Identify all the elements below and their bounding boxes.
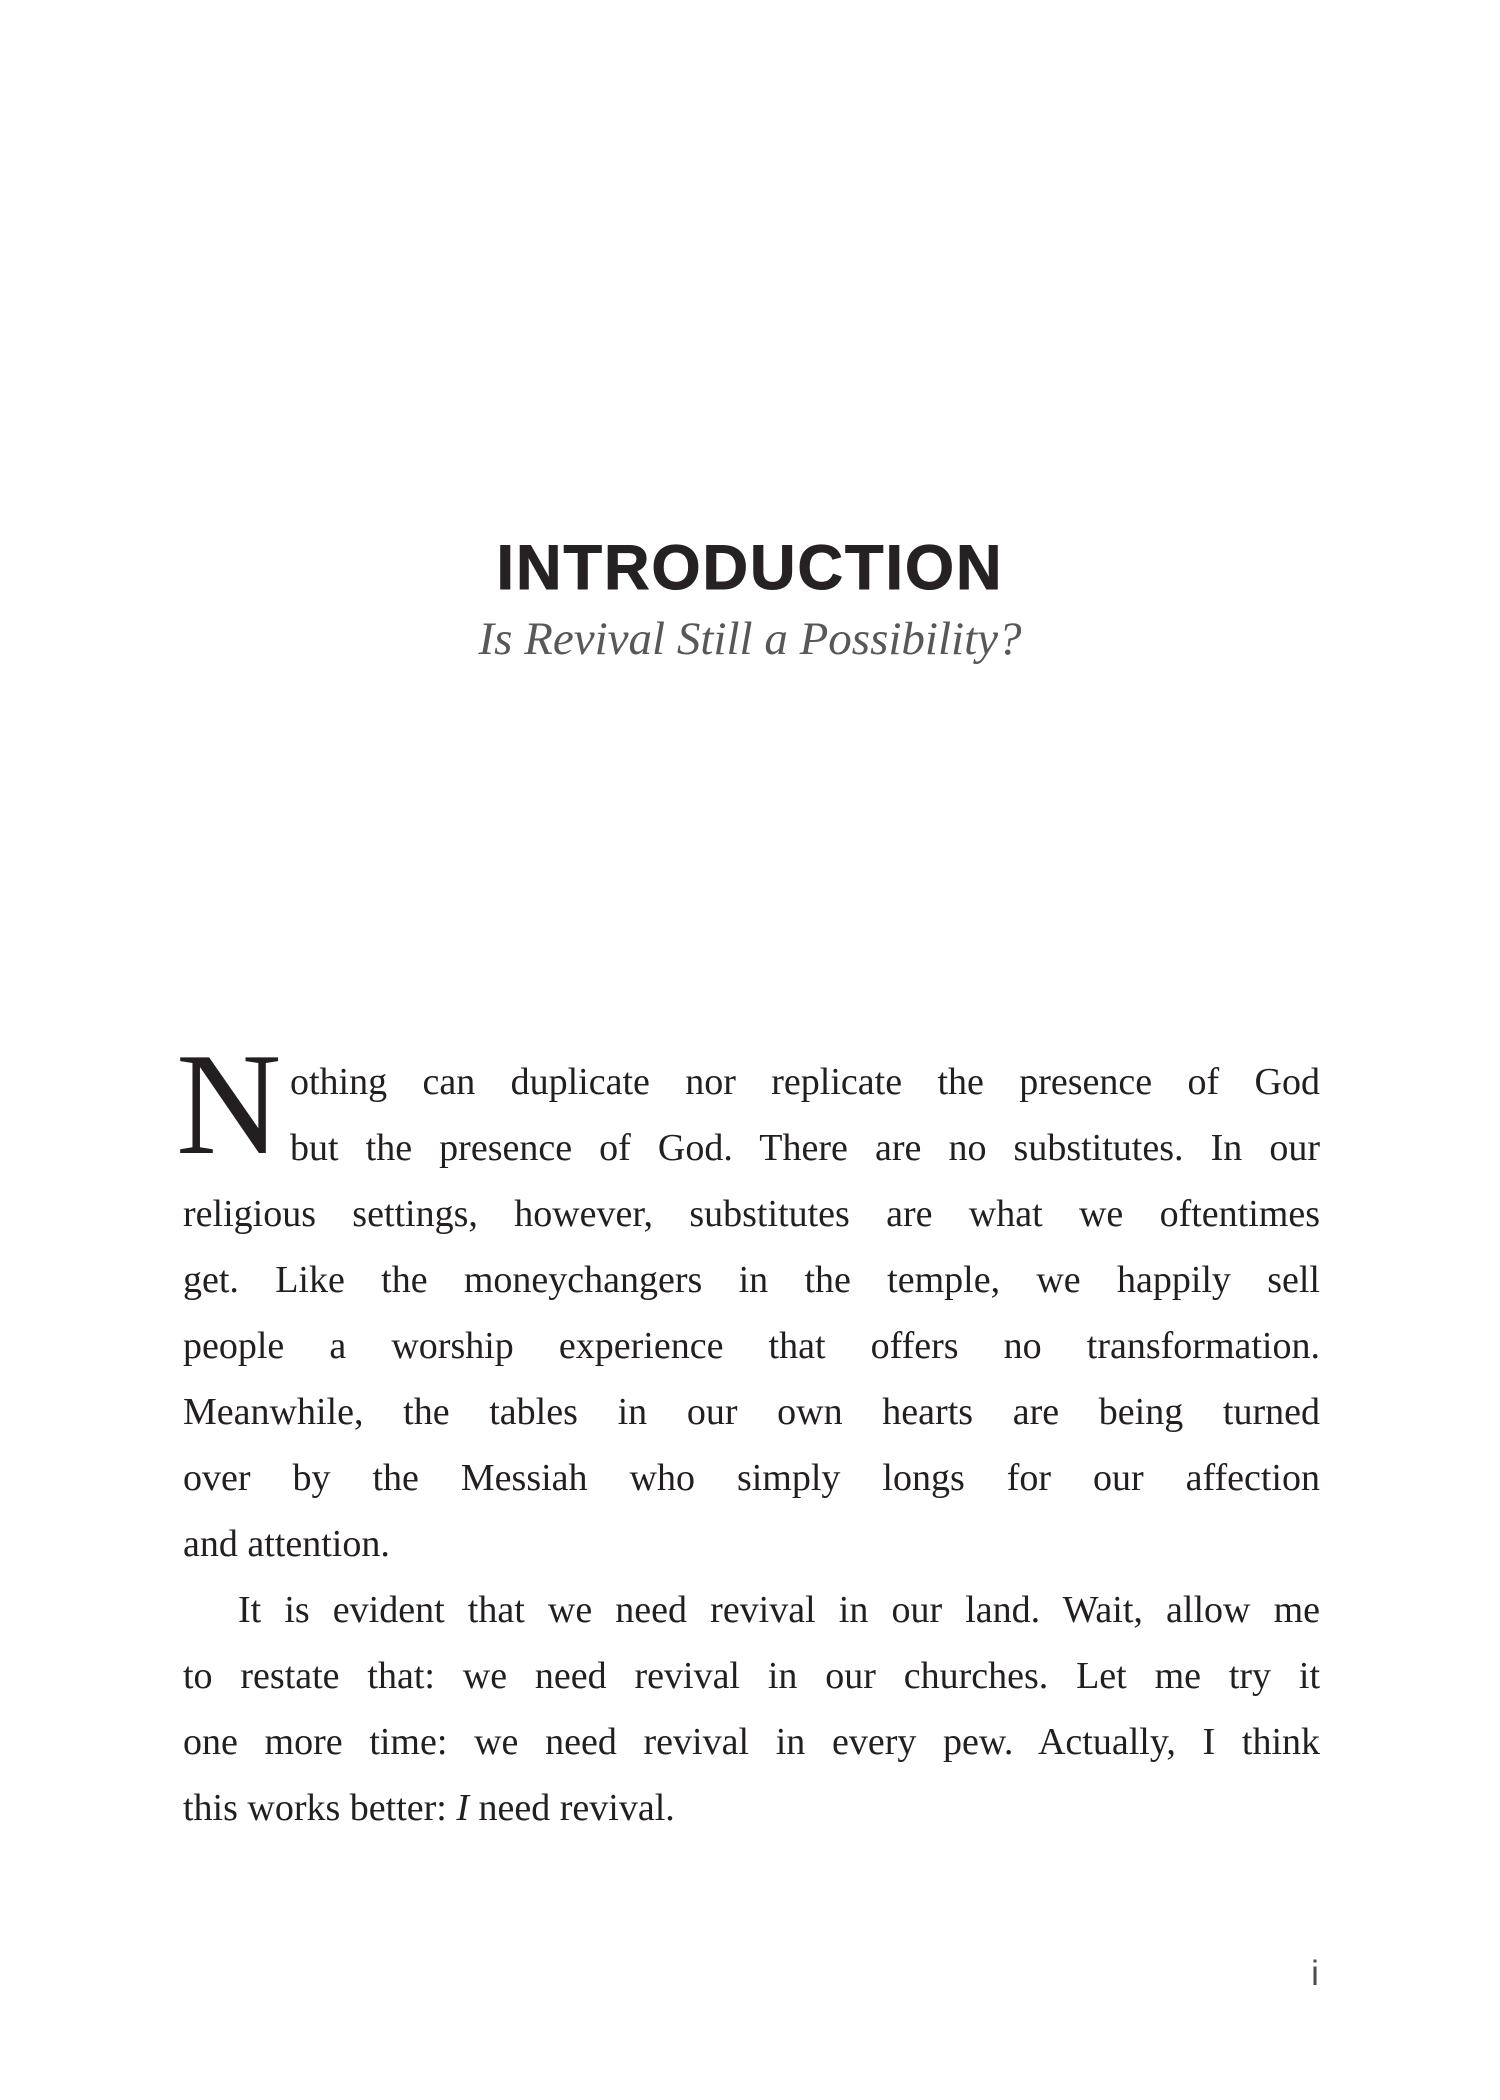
text-segment: over by the Messiah who simply longs for our affection bbox=[183, 1457, 1320, 1499]
text-segment: Meanwhile, the tables in our own hearts are being turned bbox=[183, 1391, 1320, 1433]
text-segment: but the presence of God. There are no substitutes. In our bbox=[290, 1127, 1320, 1169]
italic-text: I bbox=[456, 1787, 470, 1829]
body-text-line bbox=[183, 1247, 1320, 1313]
page-number: i bbox=[1311, 1954, 1319, 1993]
body-text-line bbox=[183, 1115, 1320, 1181]
drop-cap: N bbox=[176, 1023, 282, 1185]
body-text-line bbox=[183, 1643, 1320, 1709]
text-segment: one more time: we need revival in every pew. Actually, I think bbox=[183, 1721, 1320, 1763]
body-lines-container bbox=[183, 1049, 1320, 1841]
body-text-block bbox=[176, 1023, 1320, 1841]
chapter-subtitle: Is Revival Still a Possibility? bbox=[478, 613, 1022, 665]
body-text-line bbox=[183, 1049, 1320, 1115]
body-text-line bbox=[183, 1511, 1320, 1577]
body-text-line bbox=[183, 1445, 1320, 1511]
body-text-line bbox=[183, 1577, 1320, 1643]
text-segment: It is evident that we need revival in our land. Wait, allow me bbox=[238, 1589, 1320, 1631]
body-text-line bbox=[183, 1313, 1320, 1379]
text-segment: get. Like the moneychangers in the temple, we happily sell bbox=[183, 1259, 1320, 1301]
text-segment: and attention. bbox=[183, 1523, 390, 1565]
text-segment: to restate that: we need revival in our churches. Let me try it bbox=[183, 1655, 1320, 1697]
body-text-line bbox=[183, 1775, 1320, 1841]
chapter-title: INTRODUCTION bbox=[496, 533, 1004, 603]
body-text-line bbox=[183, 1709, 1320, 1775]
text-segment: people a worship experience that offers no transformation. bbox=[183, 1325, 1320, 1367]
text-segment: this works better: bbox=[183, 1787, 457, 1829]
text-segment: othing can duplicate nor replicate the presence of God bbox=[290, 1061, 1320, 1103]
text-segment: need revival. bbox=[469, 1787, 675, 1829]
body-text-line bbox=[183, 1181, 1320, 1247]
text-segment: religious settings, however, substitutes are what we oftentimes bbox=[183, 1193, 1320, 1235]
body-text-line bbox=[183, 1379, 1320, 1445]
